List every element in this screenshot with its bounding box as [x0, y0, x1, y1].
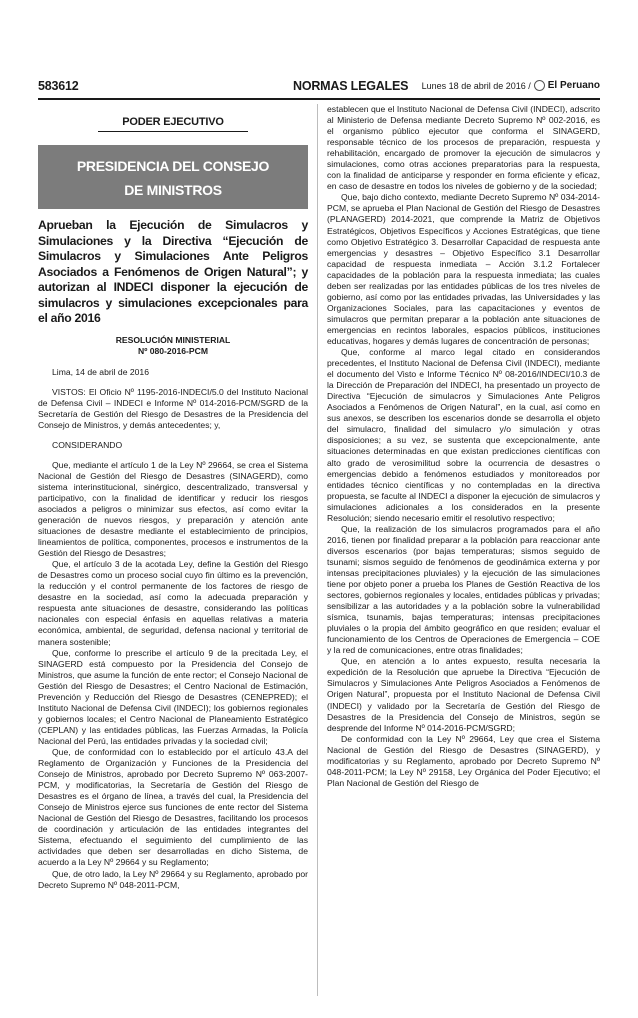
body-paragraph: Que, el artículo 3 de la acotada Ley, define la Gestión del Riesgo de Desastres como un proceso social cuyo fin último es la prevención, la reducción y el control permanente de los factores de riesgo de desastre en la sociedad, así como la adecuada preparación y respuesta ante situaciones de desastre, considerando las políticas nacionales con especial énfasis en aquellas relativas a materia económica, ambiental, de seguridad, defensa nacional y territorial de manera sostenible; [38, 559, 308, 647]
newspaper-name: El Peruano [547, 80, 600, 91]
body-paragraph: Que, en atención a lo antes expuesto, resulta necesaria la expedición de la Resolución que apruebe la Directiva “Ejecución de Simulacros y Simulaciones Ante Peligros Asociados a Fenómenos de Origen Natural”, propuesta por el Instituto Nacional de Defensa Civil (INDECI) y validado por la Secretaría de Gestión del Riesgo de Desastres de la Presidencia del Consejo de Ministros, según se desprende del Informe Nº 014-2016-PCM/SGRD; [327, 656, 600, 733]
resolution-heading [38, 335, 308, 357]
spacer [38, 378, 308, 387]
page-header [38, 79, 600, 97]
date-text: Lima, 14 de abril de 2016 [52, 366, 149, 377]
considerando-heading: CONSIDERANDO [52, 439, 123, 450]
body-paragraph: Que, de conformidad con lo establecido por el artículo 43.A del Reglamento de Organización y Funciones de la Presidencia del Consejo de Ministros, aprobado por Decreto Supremo Nº 063-2007-PCM, y modificatorias, la Secretaría de Gestión del Riesgo de Desastres es el órgano de línea, a través del cual, la Presidencia del Consejo de Ministros ejerce sus funciones de ente rector del Sistema Nacional de Gestión del Riesgo de Desastres, facilitando los procesos de coordinación y articulación de las entidades integrantes del Sistema, efectuando el seguimiento del cumplimiento de las actividades que deben ser desarrolladas en dicho Sistema, de acuerdo a la Ley Nº 29664 y su Reglamento; [38, 747, 308, 868]
left-column [38, 116, 308, 891]
resolution-number: Nº 080-2016-PCM [137, 345, 208, 356]
issue-date: Lunes 18 de abril de 2016 / [421, 80, 531, 91]
vistos-block [38, 387, 308, 431]
body-paragraph: Que, de otro lado, la Ley Nº 29664 y su Reglamento, aprobado por Decreto Supremo Nº 048-2011-PCM, [38, 868, 308, 890]
ministry-banner [38, 145, 308, 209]
body-paragraph: Que, conforme lo prescribe el artículo 9 de la precitada Ley, el SINAGERD está compuesto por la Presidencia del Consejo de Ministros, que asume la función de ente rector; el Consejo Nacional de Gestión del Riesgo de Desastres; el Centro Nacional de Estimación, Prevención y Reducción del Riesgo de Desastres (CENEPRED); el Instituto Nacional de Defensa Civil (INDECI); los gobiernos regionales y gobiernos locales; el Centro Nacional de Planeamiento Estratégico (CEPLAN) y las entidades públicas, las Fuerzas Armadas, la Policía Nacional del Perú, las entidades privadas y la sociedad civil; [38, 647, 308, 746]
section-title: PODER EJECUTIVO [122, 116, 224, 128]
coat-of-arms-icon [534, 80, 545, 91]
spacer [38, 451, 308, 460]
resolution-title: RESOLUCIÓN MINISTERIAL [115, 334, 231, 345]
banner-line-2: DE MINISTROS [124, 182, 222, 198]
date-line [38, 367, 308, 378]
body-paragraph: Que, la realización de los simulacros programados para el año 2016, tienen por finalidad preparar a la población para reaccionar ante diversos escenarios (por bajas temperaturas; sismos seguido de tsunami; sismos seguido de fenómenos de geodinámica externa y por intensas precipitaciones pluviales) y la ejecución de las simulaciones tiene por objeto poner a prueba los Planes de Gestión Reactiva de los sectores, gobiernos regionales y locales, entidades públicas y privadas; sensibilizar a las autoridades y a la población sobre la vulnerabilidad sísmica, tsunamis, bajas temperaturas; intensas precipitaciones pluviales o la propia del ámbito geográfico en que residen; evaluar el funcionamiento de los Centros de Operaciones de Emergencia – COE y la red de comunicaciones, entre otras finalidades; [327, 523, 600, 656]
header-right [422, 80, 600, 91]
vistos-paragraph: VISTOS: El Oficio Nº 1195-2016-INDECI/5.0 del Instituto Nacional de Defensa Civil – INDECI e Informe Nº 014-2016-PCM/SGRD de la Secretaría de Gestión del Riesgo de Desastres de la Presidencia del Consejo de Ministros, y demás antecedentes; y, [38, 386, 308, 430]
page-number: 583612 [38, 79, 79, 93]
spacer [38, 431, 308, 440]
publication-title: NORMAS LEGALES [293, 79, 409, 93]
article-headline: Aprueban la Ejecución de Simulacros y Simulaciones y la Directiva “Ejecución de Simulacros y Simulaciones Ante Peligros Asociados a Fenómenos de Origen Natural”; y autorizan al INDECI disponer la ejecución de simulacros y simulaciones excepcionales para el año 2016 [38, 218, 308, 325]
body-paragraph: Que, conforme al marco legal citado en considerandos precedentes, el Instituto Nacional de Defensa Civil (INDECI), mediante el documento del Visto e Informe Técnico Nº 08-2016/INDECI/10.3 de la Dirección de Preparación del INDECI, ha presentado un proyecto de Directiva “Ejecución de simulacros y Simulaciones Ante Peligros Asociados a Fenómenos de Origen Natural”, en la cual, así como en sus anexos, se describen los escenarios donde se desarrolla el objeto del simulacro, finalidad del simulacro y/o simulación y otras disposiciones; a su vez, se sustenta que excepcionalmente, ante situaciones determinadas en que existan predicciones científicas con alto grado de verosimilitud sobre la ocurrencia de desastres o emergencias debido a fenómenos estudiados y monitoreados por entidades técnico científicas y no contempladas en la directiva propuesta, se faculte al INDECI a disponer la ejecución de simulacros y simulaciones adicionales a los considerados en la presente Resolución; siendo necesario emitir el resolutivo respectivo; [327, 347, 600, 523]
body-paragraph: establecen que el Instituto Nacional de Defensa Civil (INDECI), adscrito al Ministerio de Defensa mediante Decreto Supremo Nº 002-2016, es el organismo público ejecutor que conforma el SINAGERD, responsable técnico de los procesos de preparación, respuesta y rehabilitación, encargado de promover la ejecución de simulacros y simulaciones, como otras acciones preparatorias para la respuesta, con la finalidad de anticiparse y responder en forma eficiente y eficaz, en caso de desastre en todos los niveles de gobierno y de la sociedad; [327, 104, 600, 192]
left-body [38, 460, 308, 891]
section-rule [98, 131, 248, 132]
body-paragraph: De conformidad con la Ley Nº 29664, Ley que crea el Sistema Nacional de Gestión del Riesgo de Desastres (SINAGERD), y modificatorias y su Reglamento, aprobado por Decreto Supremo Nº 048-2011-PCM; la Ley Nº 29158, Ley Orgánica del Poder Ejecutivo; el Plan Nacional de Gestión del Riesgo de [327, 733, 600, 788]
right-column [327, 104, 600, 789]
right-body [327, 104, 600, 789]
header-rule [38, 98, 600, 100]
banner-line-1: PRESIDENCIA DEL CONSEJO [76, 158, 270, 174]
column-divider [317, 104, 318, 996]
body-paragraph: Que, bajo dicho contexto, mediante Decreto Supremo Nº 034-2014-PCM, se aprueba el Plan Nacional de Gestión del Riesgo de Desastres (PLANAGERD) 2014-2021, que comprende la Matriz de Objetivos Estratégicos, Objetivos Específicos y Acciones Estratégicas, que tiene como Objetivo Estratégico 3. Desarrollar Capacidad de respuesta ante emergencias y desastres – Objetivo Específico 3.1 Desarrollar capacidad de respuesta inmediata – Acción 3.1.2 Fortalecer capacidades de la población para la respuesta inmediata; las cuales deben ser realizadas por las entidades públicas de los tres niveles de gobierno, así como por las entidades privadas, las Universidades y las Organizaciones Sociales, para las capacitaciones y eventos de simulacros que permitan preparar a la población ante situaciones de emergencias en recintos laborales, espacios públicos, instituciones educativas, hogares y demás lugares de concentración de personas; [327, 192, 600, 346]
considerando-block [38, 440, 308, 451]
body-paragraph: Que, mediante el artículo 1 de la Ley Nº 29664, se crea el Sistema Nacional de Gestión del Riesgo de Desastres (SINAGERD), como sistema interinstitucional, sinérgico, descentralizado, transversal y participativo, con la finalidad de identificar y reducir los riesgos asociados a peligros o minimizar sus efectos, así como evitar la generación de nuevos riesgos, y preparación y atención ante situaciones de desastre mediante el establecimiento de principios, lineamientos de política, componentes, procesos e instrumentos de la Gestión del Riesgo de Desastres; [38, 459, 308, 559]
